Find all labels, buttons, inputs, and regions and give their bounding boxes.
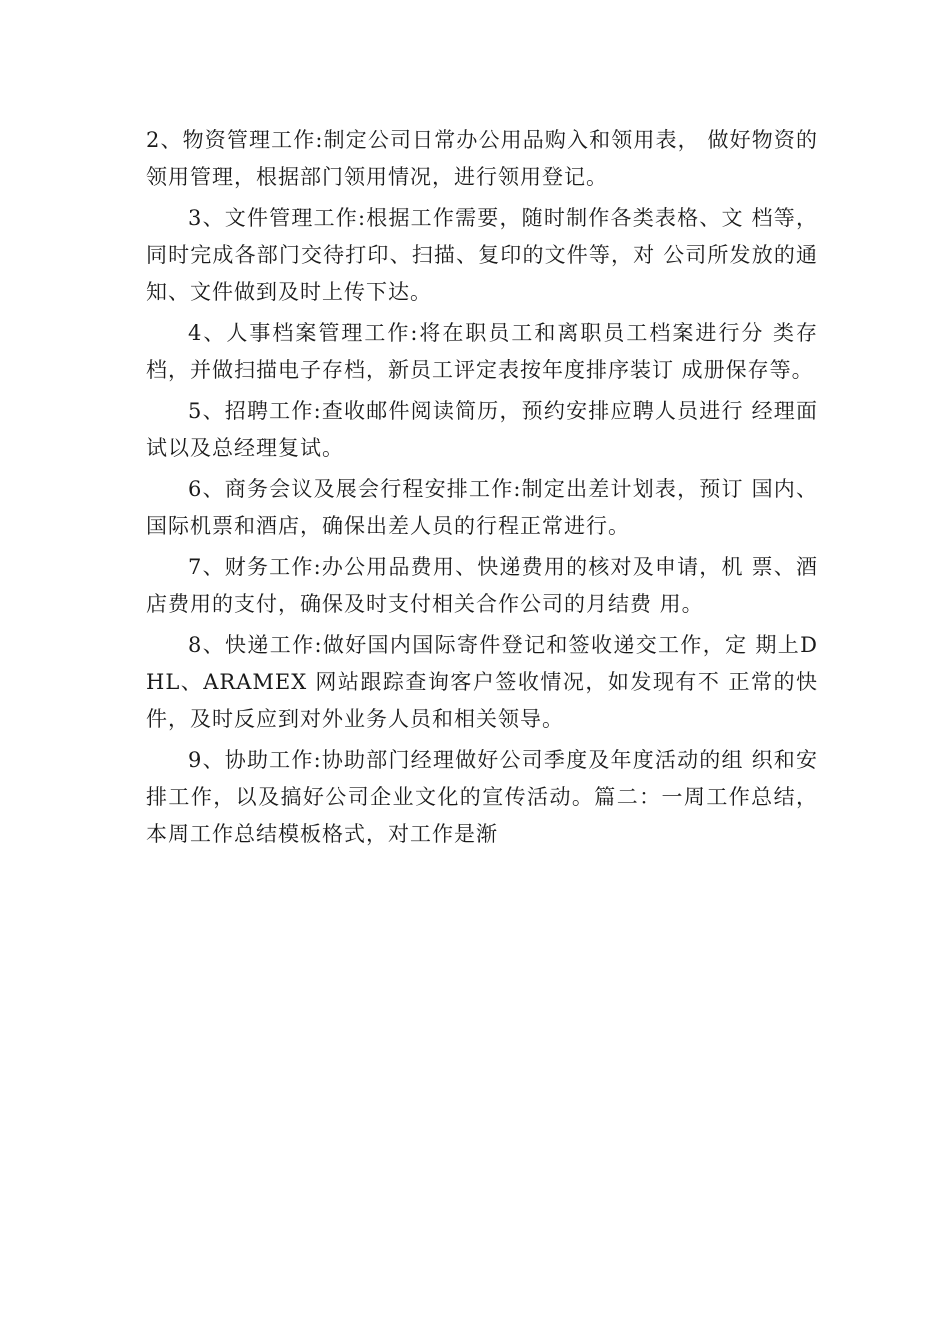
paragraph-finance: 7、财务工作:办公用品费用、快递费用的核对及申请，机 票、酒店费用的支付，确保及时支付相关合作公司的月结费 用。: [146, 555, 818, 616]
paragraph-business-travel: 6、商务会议及展会行程安排工作:制定出差计划表，预订 国内、国际机票和酒店，确保出差人员的行程正常进行。: [146, 477, 818, 538]
paragraph-courier: 8、快递工作:做好国内国际寄件登记和签收递交工作，定 期上DHL、ARAMEX 网站跟踪查询客户签收情况，如发现有不 正常的快件，及时反应到对外业务人员和相关领导。: [146, 633, 818, 731]
paragraph-materials-management: 2、物资管理工作:制定公司日常办公用品购入和领用表， 做好物资的领用管理，根据部门领用情况，进行领用登记。: [146, 128, 818, 189]
paragraph-file-management: 3、文件管理工作:根据工作需要，随时制作各类表格、文 档等，同时完成各部门交待打印、扫描、复印的文件等，对 公司所发放的通知、文件做到及时上传下达。: [146, 206, 818, 304]
document-body: [146, 122, 818, 857]
paragraph-assistance: 9、协助工作:协助部门经理做好公司季度及年度活动的组 织和安排工作，以及搞好公司企业文化的宣传活动。篇二：一周工作总结，本周工作总结模板格式，对工作是渐: [146, 748, 818, 846]
paragraph-personnel-archives: 4、人事档案管理工作:将在职员工和离职员工档案进行分 类存档，并做扫描电子存档，新员工评定表按年度排序装订 成册保存等。: [146, 321, 818, 382]
paragraph-recruitment: 5、招聘工作:查收邮件阅读简历，预约安排应聘人员进行 经理面试以及总经理复试。: [146, 399, 818, 460]
